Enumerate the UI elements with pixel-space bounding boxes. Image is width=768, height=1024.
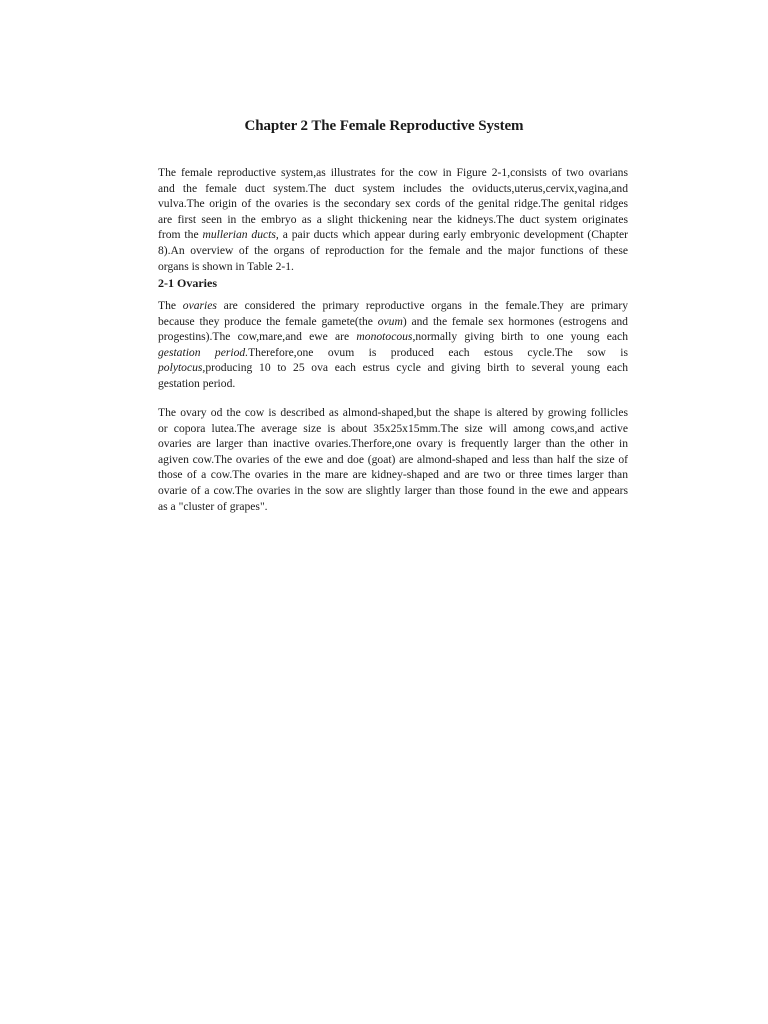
text-segment: because they produce the female gamete(the: [158, 314, 378, 328]
text-segment: gestation period.: [158, 376, 236, 390]
text-segment: The female reproductive system,as illustrates for the cow in Figure 2-1,consists of two ovarians: [158, 166, 628, 179]
text-segment: normally giving birth to one young each: [415, 330, 628, 344]
text-line: [158, 452, 628, 468]
italic-term: ovaries: [182, 299, 217, 312]
text-segment: organs is shown in Table 2-1.: [158, 259, 294, 273]
text-segment: from the: [158, 228, 203, 242]
italic-term: polytocus,: [158, 361, 206, 375]
text-line: [158, 499, 628, 515]
text-line: [158, 227, 628, 243]
text-line: [158, 212, 628, 228]
text-segment: The ovary od the cow is described as almond-shaped,but the shape is altered by growing follicles: [158, 406, 628, 419]
text-line: [158, 376, 628, 392]
text-segment: those of a cow.The ovaries in the mare are kidney-shaped and are two or three times larger than: [158, 468, 628, 482]
text-segment: as a "cluster of grapes".: [158, 499, 268, 513]
text-segment: 8).An overview of the organs of reproduction for the female and the major functions of these: [158, 243, 628, 257]
italic-term: ovum: [377, 314, 403, 328]
text-segment: a pair ducts which appear during early embryonic development (Chapter: [278, 228, 628, 242]
text-line: [158, 165, 628, 181]
text-line: [158, 181, 628, 197]
text-segment: ovaries are larger than inactive ovaries.Therfore,one ovary is frequently larger than the other in: [158, 437, 628, 451]
text-line: [158, 360, 628, 376]
text-segment: The: [158, 299, 183, 312]
text-line: [158, 345, 628, 361]
text-segment: producing 10 to 25 ova each estrus cycle and giving birth to several young each: [205, 361, 628, 375]
text-segment: vulva.The origin of the ovaries is the secondary sex cords of the genital ridge.The genital ridges: [158, 197, 628, 211]
text-line: [158, 467, 628, 483]
text-line: [158, 421, 628, 437]
italic-term: gestation period.: [158, 345, 249, 359]
paragraph-ovary-shape: [158, 405, 628, 514]
text-line: [158, 483, 628, 499]
text-segment: or copora lutea.The average size is about 35x25x15mm.The size will among cows,and active: [158, 421, 628, 435]
chapter-title: Chapter 2 The Female Reproductive System: [244, 118, 524, 134]
text-segment: and the female duct system.The duct system includes the oviducts,uterus,cervix,vagina,and: [158, 181, 628, 195]
text-segment: Therefore,one ovum is produced each estous cycle.The sow is: [248, 345, 629, 359]
text-line: [158, 314, 628, 330]
text-line: [158, 259, 628, 275]
text-segment: are first seen in the embryo as a slight thickening near the kidneys.The duct system originates: [158, 212, 628, 226]
paragraph-intro: [158, 165, 628, 274]
text-segment: are considered the primary reproductive organs in the female.They are primary: [216, 299, 628, 312]
text-line: [158, 329, 628, 345]
text-line: [158, 298, 628, 314]
italic-term: mullerian ducts,: [202, 228, 279, 242]
text-segment: ) and the female sex hormones (estrogens and: [402, 314, 628, 328]
text-segment: ovarie of a cow.The ovaries in the sow are slightly larger than those found in the ewe and appears: [158, 483, 628, 497]
text-segment: progestins).The cow,mare,and ewe are: [158, 330, 357, 344]
text-line: [158, 436, 628, 452]
italic-term: monotocous,: [356, 330, 416, 344]
text-segment: agiven cow.The ovaries of the ewe and doe (goat) are almond-shaped and less than half the size of: [158, 452, 628, 466]
text-line: [158, 196, 628, 212]
text-line: [158, 243, 628, 259]
section-heading: 2-1 Ovaries: [158, 276, 217, 290]
text-line: [158, 405, 628, 421]
paragraph-ovaries-primary: [158, 298, 628, 392]
